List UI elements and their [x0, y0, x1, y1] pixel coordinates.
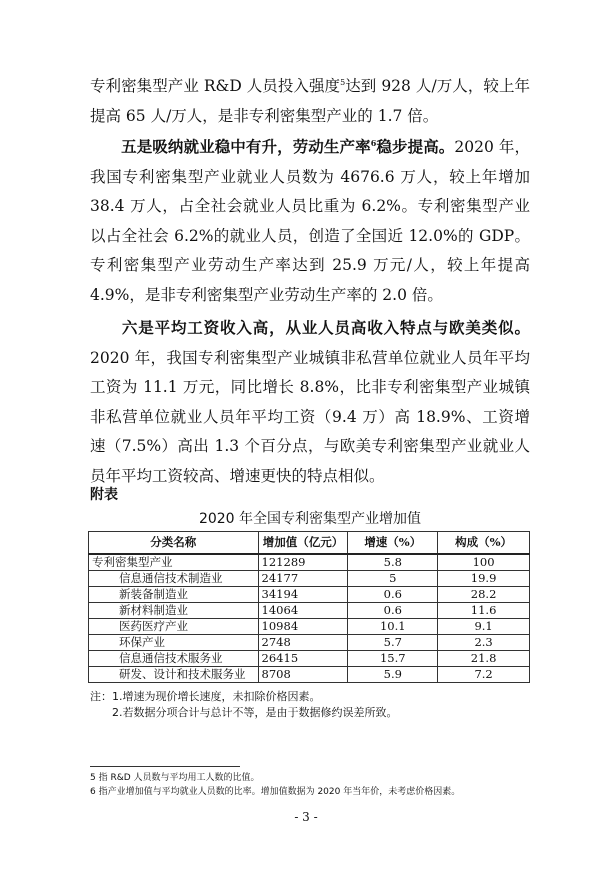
- table-header-row: [89, 532, 530, 555]
- cell-growth: 5.8: [348, 554, 438, 571]
- cell-category: 新材料制造业: [89, 603, 259, 619]
- paragraph-heading-six: 六是平均工资收入高，从业人员高收入特点与欧美类似。: [121, 318, 530, 337]
- table-row: [89, 603, 530, 619]
- cell-share: 7.2: [438, 667, 530, 683]
- header-growth: 增速（%）: [348, 532, 438, 555]
- table-title: 2020 年全国专利密集型产业增加值: [198, 511, 422, 527]
- cell-category: 医药医疗产业: [89, 619, 259, 635]
- table-body: [89, 554, 530, 683]
- cell-category: 专利密集型产业: [89, 554, 259, 571]
- table-row: [89, 554, 530, 571]
- paragraph-wages: 六是平均工资收入高，从业人员高收入特点与欧美类似。2020 年，我国专利密集型产业城镇非私营单位就业人员年平均工资为 11.1 万元，同比增长 8.8%，比非专利密集型产业城镇非私营单位就业人员年平均工资（9.4 万）高 18.9%、工资增速（7.5%）高出 1.3 个百分点，与欧美专利密集型产业就业人员年平均工资较高、增速更快的特点相似。: [90, 318, 530, 485]
- table-row: [89, 619, 530, 635]
- value-added-table: [88, 531, 530, 683]
- cell-share: 11.6: [438, 603, 530, 619]
- cell-value: 26415: [258, 651, 348, 667]
- cell-category: 信息通信技术服务业: [89, 651, 259, 667]
- footnote-ref-5[interactable]: 5: [340, 77, 346, 87]
- header-category: 分类名称: [89, 532, 259, 555]
- table-row: [89, 587, 530, 603]
- cell-growth: 0.6: [348, 603, 438, 619]
- cell-value: 2748: [258, 635, 348, 651]
- footnote-ref-6[interactable]: 6: [370, 137, 377, 148]
- table-notes: [90, 689, 530, 721]
- cell-share: 2.3: [438, 635, 530, 651]
- cell-share: 21.8: [438, 651, 530, 667]
- table-row: [89, 635, 530, 651]
- cell-value: 24177: [258, 571, 348, 587]
- footnote-6: 6 指产业增加值与平均就业人员数的比率。增加值数据为 2020 年当年价，未考虑价格因素。: [90, 787, 461, 797]
- cell-growth: 15.7: [348, 651, 438, 667]
- cell-value: 8708: [258, 667, 348, 683]
- note-2: 2.若数据分项合计与总计不等，是由于数据修约误差所致。: [112, 706, 398, 719]
- cell-growth: 5.9: [348, 667, 438, 683]
- cell-value: 121289: [258, 554, 348, 571]
- paragraph-employment: 五是吸纳就业稳中有升，劳动生产率$^6$稳步提高。2020 年，我国专利密集型产业就业人员数为 4676.6 万人，较上年增加 38.4 万人，占全社会就业人员比重为 6.2%。专利密集型产业以占全社会 6.2%的就业人员，创造了全国近 12.0%的 GDP。专利密集型产业劳动生产率达到 25.9 万元/人，较上年提高 4.9%，是非专利密集型产业劳动生产率的 2.0 倍。: [90, 137, 530, 304]
- cell-value: 34194: [258, 587, 348, 603]
- note-1: 注：1.增速为现价增长速度，未扣除价格因素。: [90, 690, 321, 703]
- cell-share: 28.2: [438, 587, 530, 603]
- cell-category: 研发、设计和技术服务业: [89, 667, 259, 683]
- cell-growth: 10.1: [348, 619, 438, 635]
- cell-category: 信息通信技术制造业: [89, 571, 259, 587]
- cell-category: 新装备制造业: [89, 587, 259, 603]
- cell-growth: 0.6: [348, 587, 438, 603]
- cell-growth: 5: [348, 571, 438, 587]
- cell-share: 19.9: [438, 571, 530, 587]
- footnote-5: 5 指 R&D 人员数与平均用工人数的比值。: [90, 773, 260, 783]
- footnotes: [90, 771, 530, 799]
- cell-value: 14064: [258, 603, 348, 619]
- table-row: [89, 651, 530, 667]
- table-row: [89, 667, 530, 683]
- cell-share: 9.1: [438, 619, 530, 635]
- paragraph-rd-intensity: 专利密集型产业 R&D 人员投入强度$^5$达到 928 人/万人，较上年提高 65 人/万人，是非专利密集型产业的 1.7 倍。: [90, 77, 530, 125]
- paragraph-heading-five: 五是吸纳就业稳中有升，劳动生产率: [121, 137, 371, 156]
- cell-category: 环保产业: [89, 635, 259, 651]
- footnote-divider: [90, 766, 240, 767]
- header-value: 增加值（亿元）: [258, 532, 348, 555]
- header-share: 构成（%）: [438, 532, 530, 555]
- cell-share: 100: [438, 554, 530, 571]
- appendix-label: 附表: [90, 487, 118, 503]
- page-number: - 3 -: [294, 810, 318, 824]
- table-row: [89, 571, 530, 587]
- cell-growth: 5.7: [348, 635, 438, 651]
- cell-value: 10984: [258, 619, 348, 635]
